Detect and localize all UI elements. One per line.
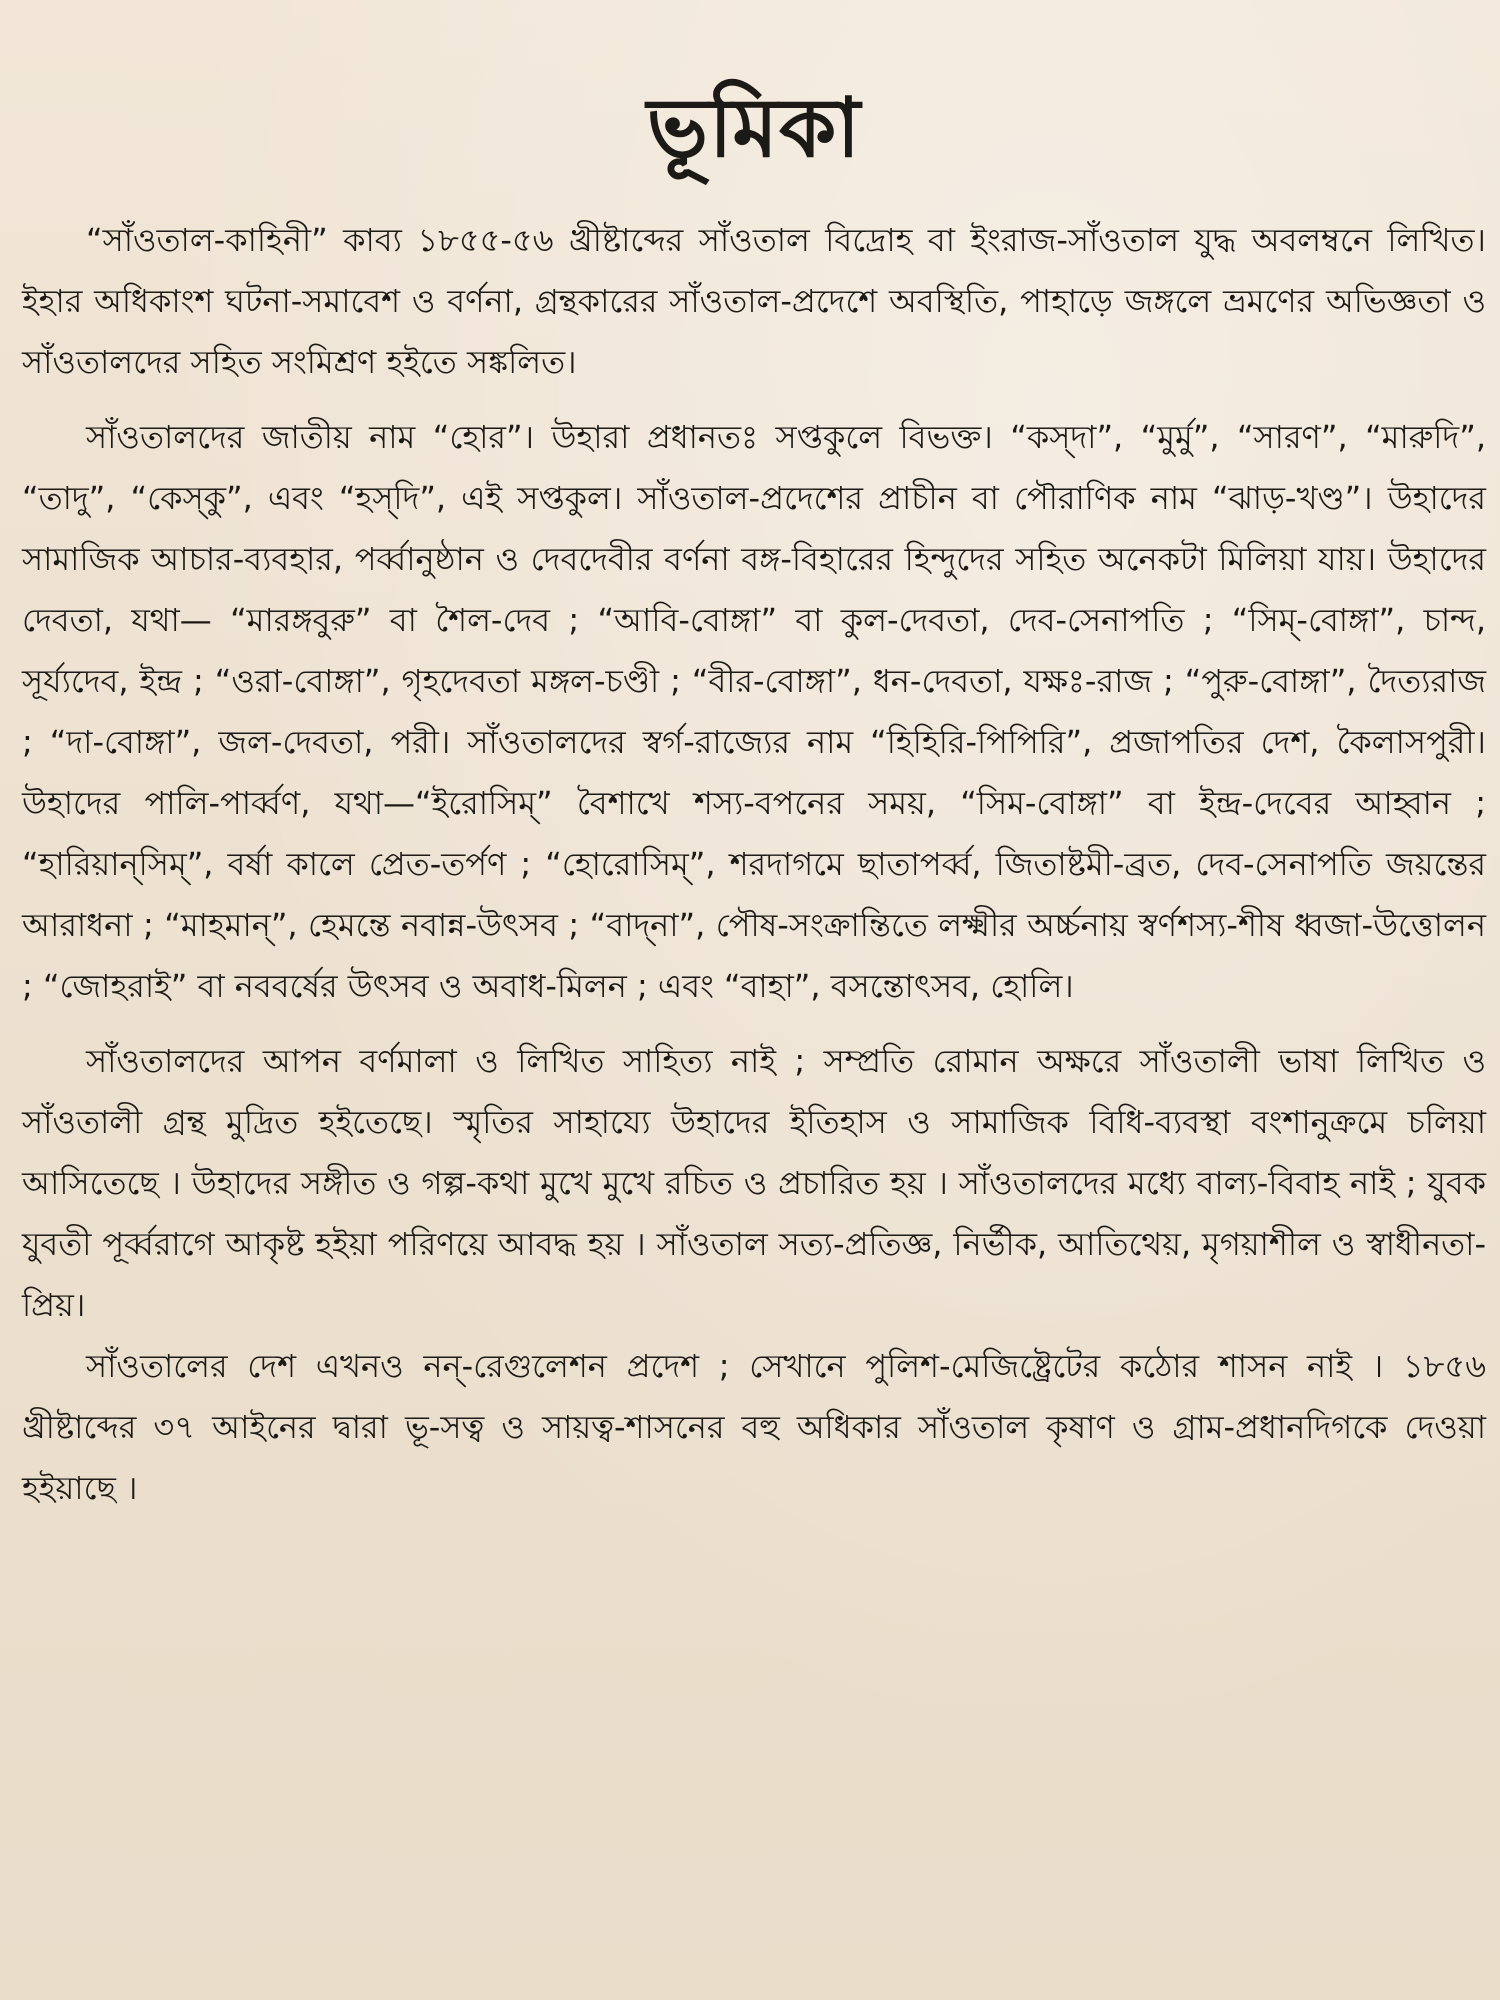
paragraph-2: সাঁওতালদের জাতীয় নাম “হোর”। উহারা প্রধানতঃ সপ্তকুলে বিভক্ত। “কস্‌দা”, “মুর্মু”, “সারণ”, “মারুদি”, “তাদু”, “কেস্‌কু”, এবং “হস্‌দি”, এই সপ্তকুল। সাঁওতাল-প্রদেশের প্রাচীন বা পৌরাণিক নাম “ঝাড়-খণ্ড”। উহাদের সামাজিক আচার-ব্যবহার, পর্ব্বানুষ্ঠান ও দেবদেবীর বর্ণনা বঙ্গ-বিহারের হিন্দুদের সহিত অনেকটা মিলিয়া যায়। উহাদের দেবতা, যথা— “মারঙ্গবুরু” বা শৈল-দেব ; “আবি-বোঙ্গা” বা কুল-দেবতা, দেব-সেনাপতি ; “সিম্‌-বোঙ্গা”, চান্দ, সূর্য্যদেব, ইন্দ্র ; “ওরা-বোঙ্গা”, গৃহদেবতা মঙ্গল-চণ্ডী ; “বীর-বোঙ্গা”, ধন-দেবতা, যক্ষঃ-রাজ ; “পুরু-বোঙ্গা”, দৈত্যরাজ ; “দা-বোঙ্গা”, জল-দেবতা, পরী। সাঁওতালদের স্বর্গ-রাজ্যের নাম “হিহিরি-পিপিরি”, প্রজাপতির দেশ, কৈলাসপুরী। উহাদের পালি-পার্ব্বণ, যথা—“ইরোসিম্‌” বৈশাখে শস্য-বপনের সময়, “সিম-বোঙ্গা” বা ইন্দ্র-দেবের আহ্বান ; “হারিয়ান্‌সিম্‌”, বর্ষা কালে প্রেত-তর্পণ ; “হোরোসিম্‌”, শরদাগমে ছাতাপর্ব্ব, জিতাষ্টমী-ব্রত, দেব-সেনাপতি জয়ন্তের আরাধনা ; “মাহমান্‌”, হেমন্তে নবান্ন-উৎসব ; “বাদ্‌না”, পৌষ-সংক্রান্তিতে লক্ষ্মীর অর্চ্চনায় স্বর্ণশস্য-শীষ ধ্বজা-উত্তোলন ; “জোহরাই” বা নববর্ষের উৎসব ও অবাধ-মিলন ; এবং “বাহা”, বসন্তোৎসব, হোলি। [22, 418, 1486, 1005]
paragraph-1: “সাঁওতাল-কাহিনী” কাব্য ১৮৫৫-৫৬ খ্রীষ্টাব্দের সাঁওতাল বিদ্রোহ বা ইংরাজ-সাঁওতাল যুদ্ধ অবলম্বনে লিখিত। ইহার অধিকাংশ ঘটনা-সমাবেশ ও বর্ণনা, গ্রন্থকারের সাঁওতাল-প্রদেশে অবস্থিতি, পাহাড়ে জঙ্গলে ভ্রমণের অভিজ্ঞতা ও সাঁওতালদের সহিত সংমিশ্রণ হইতে সঙ্কলিত। [22, 221, 1486, 381]
paragraph-4: সাঁওতালের দেশ এখনও নন্‌-রেগুলেশন প্রদেশ ; সেখানে পুলিশ-মেজিষ্ট্রেটের কঠোর শাসন নাই । ১৮৫৬ খ্রীষ্টাব্দের ৩৭ আইনের দ্বারা ভূ-সত্ব ও সায়ত্ব-শাসনের বহু অধিকার সাঁওতাল কৃষাণ ও গ্রাম-প্রধানদিগকে দেওয়া হইয়াছে । [22, 1347, 1486, 1507]
page-title: ভূমিকা [646, 81, 862, 176]
paragraph-3: সাঁওতালদের আপন বর্ণমালা ও লিখিত সাহিত্য নাই ; সম্প্রতি রোমান অক্ষরে সাঁওতালী ভাষা লিখিত ও সাঁওতালী গ্রন্থ মুদ্রিত হইতেছে। স্মৃতির সাহায্যে উহাদের ইতিহাস ও সামাজিক বিধি-ব্যবস্থা বংশানুক্রমে চলিয়া আসিতেছে । উহাদের সঙ্গীত ও গল্প-কথা মুখে মুখে রচিত ও প্রচারিত হয় । সাঁওতালদের মধ্যে বাল্য-বিবাহ নাই ; যুবক যুবতী পূর্ব্বরাগে আকৃষ্ট হইয়া পরিণয়ে আবদ্ধ হয় । সাঁওতাল সত্য-প্রতিজ্ঞ, নির্ভীক, আতিথেয়, মৃগয়াশীল ও স্বাধীনতা-প্রিয়। [22, 1042, 1486, 1324]
